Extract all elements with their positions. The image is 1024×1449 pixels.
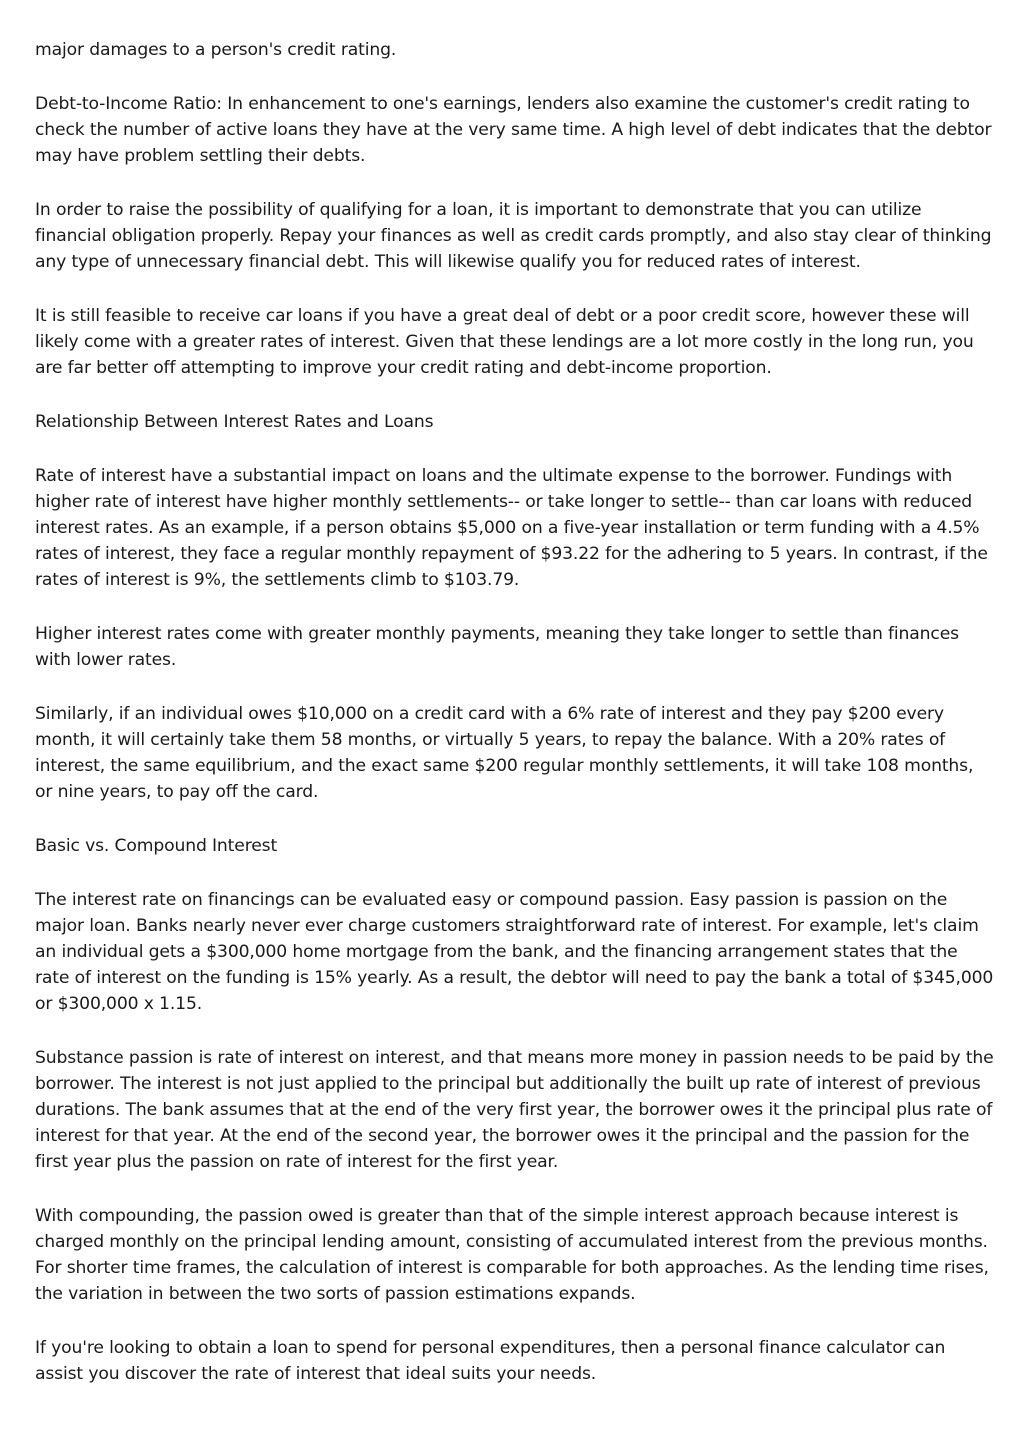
paragraph-rate-impact: Rate of interest have a substantial impact on loans and the ultimate expense to the borrower. Fundings with higher rate of interest have higher monthly settlements-- or take longer to settle-- than car loans with reduced interest rates. As an example, if a person obtains $5,000 on a five-year installation or term funding with a 4.5% rates of interest, they face a regular monthly repayment of $93.22 for the adhering to 5 years. In contrast, if the rates of interest is 9%, the settlements climb to $103.79. <box>35 466 988 590</box>
paragraph-qualifying-for-loan: In order to raise the possibility of qualifying for a loan, it is important to demonstrate that you can utilize financial obligation properly. Repay your finances as well as credit cards promptly, and also stay clear of thinking any type of unnecessary financial debt. This will likewise qualify you for reduced rates of interest. <box>35 200 992 272</box>
section-heading-interest-rates-and-loans: Relationship Between Interest Rates and Loans <box>35 412 434 432</box>
paragraph-higher-rates: Higher interest rates come with greater monthly payments, meaning they take longer to settle than finances with lower rates. <box>35 624 959 670</box>
paragraph-credit-rating-damage: major damages to a person's credit rating. <box>35 40 397 60</box>
section-heading-basic-vs-compound: Basic vs. Compound Interest <box>35 836 278 856</box>
paragraph-compounding-comparison: With compounding, the passion owed is greater than that of the simple interest approach because interest is charged monthly on the principal lending amount, consisting of accumulated interest from the previous months. For shorter time frames, the calculation of interest is comparable for both approaches. As the lending time rises, the variation in between the two sorts of passion estimations expands. <box>35 1206 989 1304</box>
paragraph-compound-interest: Substance passion is rate of interest on interest, and that means more money in passion needs to be paid by the borrower. The interest is not just applied to the principal but additionally the built up rate of interest of previous durations. The bank assumes that at the end of the very first year, the borrower owes it the principal plus rate of interest for that year. At the end of the second year, the borrower owes it the principal and the passion for the first year plus the passion on rate of interest for the first year. <box>35 1048 994 1172</box>
paragraph-poor-credit-loans: It is still feasible to receive car loans if you have a great deal of debt or a poor credit score, however these will likely come with a greater rates of interest. Given that these lendings are a lot more costly in the long run, you are far better off attempting to improve your credit rating and debt-income proportion. <box>35 306 974 378</box>
paragraph-credit-card-example: Similarly, if an individual owes $10,000 on a credit card with a 6% rate of interest and they pay $200 every month, it will certainly take them 58 months, or virtually 5 years, to repay the balance. With a 20% rates of interest, the same equilibrium, and the exact same $200 regular monthly settlements, it will take 108 months, or nine years, to pay off the card. <box>35 704 974 802</box>
paragraph-debt-to-income: Debt-to-Income Ratio: In enhancement to one's earnings, lenders also examine the customer's credit rating to check the number of active loans they have at the very same time. A high level of debt indicates that the debtor may have problem settling their debts. <box>35 94 992 166</box>
paragraph-simple-interest: The interest rate on financings can be evaluated easy or compound passion. Easy passion is passion on the major loan. Banks nearly never ever charge customers straightforward rate of interest. For example, let's claim an individual gets a $300,000 home mortgage from the bank, and the financing arrangement states that the rate of interest on the funding is 15% yearly. As a result, the debtor will need to pay the bank a total of $345,000 or $300,000 x 1.15. <box>35 890 994 1014</box>
paragraph-calculator: If you're looking to obtain a loan to spend for personal expenditures, then a personal finance calculator can assist you discover the rate of interest that ideal suits your needs. <box>35 1338 946 1384</box>
document-body <box>35 37 995 1415</box>
